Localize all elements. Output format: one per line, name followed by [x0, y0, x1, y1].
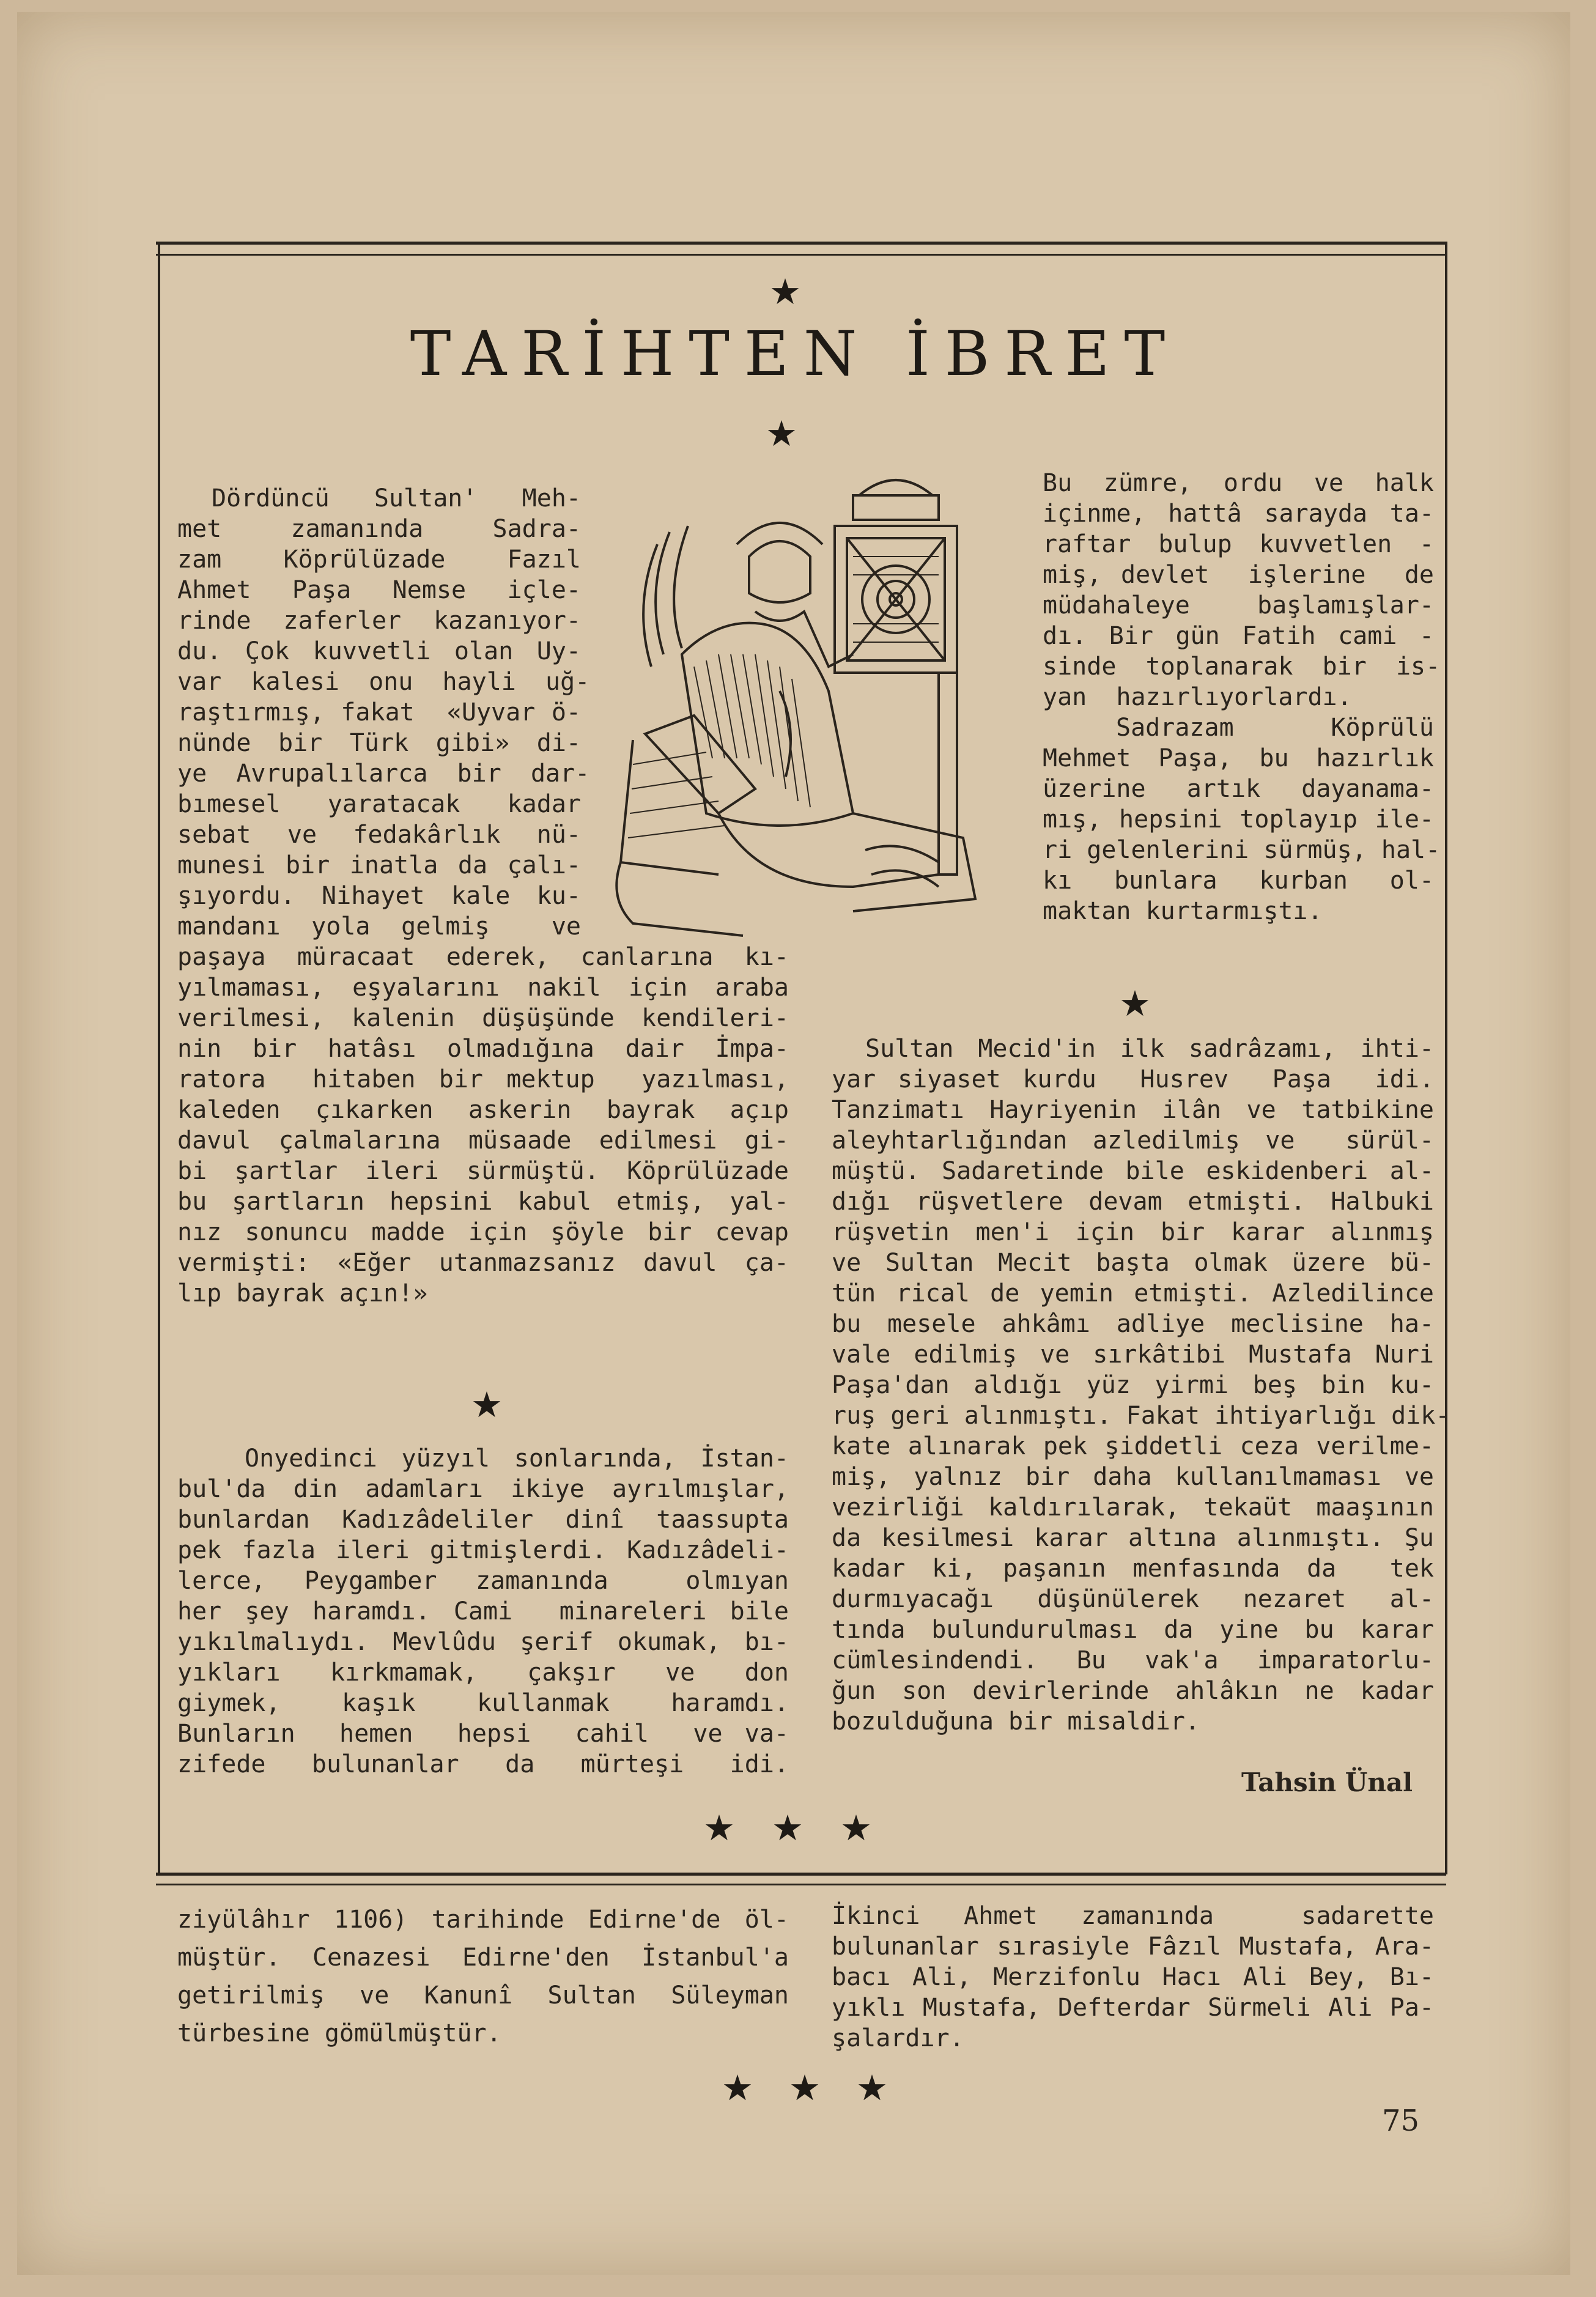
- left-paragraph-2: [177, 1443, 789, 1780]
- text-line: ye Avrupalılarca bir dar-: [177, 760, 590, 788]
- text-line: verilmesi, kalenin düşüşünde kendileri-: [177, 1004, 789, 1032]
- star-icon: ★: [772, 1807, 804, 1849]
- text-line: ruş geri alınmıştı. Fakat ihtiyarlığı dik-: [832, 1402, 1450, 1430]
- text-line: da kesilmesi karar altına alınmıştı. Şu: [832, 1524, 1434, 1552]
- text-line: yılmaması, eşyalarını nakil için araba: [177, 974, 789, 1002]
- text-line: Ahmet Paşa Nemse içle-: [177, 576, 581, 604]
- bottom-right-paragraph: [832, 1901, 1434, 2054]
- text-line: maktan kurtarmıştı.: [1043, 897, 1323, 925]
- text-line: müştü. Sadaretinde bile eskidenberi al-: [832, 1157, 1434, 1185]
- bottom-left-paragraph: [177, 1901, 789, 2052]
- text-line: yıklı Mustafa, Defterdar Sürmeli Ali Pa-: [832, 1994, 1434, 2022]
- text-line: var kalesi onu hayli uğ-: [177, 668, 590, 696]
- text-line: nız sonuncu madde için şöyle bir cevap: [177, 1218, 789, 1246]
- text-line: sinde toplanarak bir is-: [1043, 653, 1441, 681]
- text-line: türbesine gömülmüştür.: [177, 2019, 501, 2047]
- text-line: bozulduğuna bir misaldir.: [832, 1707, 1200, 1736]
- text-line: bulunanlar sırasiyle Fâzıl Mustafa, Ara-: [832, 1933, 1434, 1961]
- frame-bottom-rule: [156, 1873, 1446, 1876]
- text-line: yar siyaset kurdu Husrev Paşa idi.: [832, 1065, 1434, 1093]
- text-line: raştırmış, fakat «Uyvar ö-: [177, 698, 581, 727]
- text-line: Onyedinci yüzyıl sonlarında, İstan-: [245, 1444, 789, 1473]
- text-line: Sadrazam Köprülü: [1116, 714, 1434, 742]
- text-line: müştür. Cenazesi Edirne'den İstanbul'a: [177, 1944, 789, 1972]
- text-line: nin bir hatâsı olmadığına dair İmpa-: [177, 1035, 789, 1063]
- text-line: her şey haramdı. Cami minareleri bile: [177, 1597, 789, 1626]
- text-line: kı bunlara kurban ol-: [1043, 867, 1434, 895]
- text-line: rinde zaferler kazanıyor-: [177, 607, 581, 635]
- text-line: vermişti: «Eğer utanmazsanız davul ça-: [177, 1249, 789, 1277]
- text-line: zifede bulunanlar da mürteşi idi.: [177, 1750, 789, 1778]
- text-line: getirilmiş ve Kanunî Sultan Süleyman: [177, 1981, 789, 2010]
- star-icon: ★: [703, 1807, 735, 1849]
- text-line: miş, yalnız bir daha kullanılmaması ve: [832, 1463, 1434, 1491]
- text-line: bunlardan Kadızâdeliler dinî taassupta: [177, 1506, 789, 1534]
- text-line: raftar bulup kuvvetlen -: [1043, 530, 1434, 558]
- text-line: İkinci Ahmet zamanında sadarette: [832, 1902, 1434, 1930]
- text-line: yıkılmalıydı. Mevlûdu şerif okumak, bı-: [177, 1628, 789, 1656]
- text-line: aleyhtarlığından azledilmiş ve sürül-: [832, 1126, 1434, 1155]
- frame-right-rule: [1445, 242, 1447, 1874]
- text-line: Sultan Mecid'in ilk sadrâzamı, ihti-: [865, 1035, 1434, 1063]
- text-line: ziyülâhır 1106) tarihinde Edirne'de öl-: [177, 1906, 789, 1934]
- text-line: içinme, hattâ sarayda ta-: [1043, 500, 1434, 528]
- star-icon: ★: [840, 1807, 872, 1849]
- left-paragraph-1-continued: [177, 942, 789, 1309]
- star-icon: ★: [789, 2067, 821, 2109]
- text-line: Paşa'dan aldığı yüz yirmi beş bin ku-: [832, 1371, 1434, 1399]
- text-line: durmıyacağı düşünülerek nezaret al-: [832, 1585, 1434, 1613]
- left-paragraph-1: [177, 483, 590, 942]
- text-line: yıkları kırkmamak, çakşır ve don: [177, 1659, 789, 1687]
- text-line: kate alınarak pek şiddetli ceza verilme-: [832, 1432, 1434, 1460]
- text-line: tında bulundurulması da yine bu karar: [832, 1616, 1434, 1644]
- frame-bottom-rule-inner: [156, 1884, 1446, 1885]
- text-line: Dördüncü Sultan' Meh-: [212, 484, 581, 512]
- text-line: bımesel yaratacak kadar: [177, 790, 581, 818]
- text-line: cümlesindendi. Bu vak'a imparatorlu-: [832, 1646, 1434, 1674]
- text-line: Mehmet Paşa, bu hazırlık: [1043, 744, 1434, 772]
- text-line: ratora hitaben bir mektup yazılması,: [177, 1065, 789, 1093]
- text-line: davul çalmalarına müsaade edilmesi gi-: [177, 1126, 789, 1155]
- text-line: müdahaleye başlamışlar-: [1043, 591, 1434, 620]
- star-icon: ★: [766, 413, 797, 454]
- text-line: vezirliği kaldırılarak, tekaüt maaşının: [832, 1493, 1434, 1522]
- text-line: ri gelenlerini sürmüş, hal-: [1043, 836, 1441, 864]
- star-icon: ★: [769, 271, 801, 313]
- text-line: dığı rüşvetlere devam etmişti. Halbuki: [832, 1188, 1434, 1216]
- text-line: mış, hepsini toplayıp ile-: [1043, 805, 1434, 834]
- text-line: Bu zümre, ordu ve halk: [1043, 469, 1434, 497]
- text-line: lerce, Peygamber zamanında olmıyan: [177, 1567, 789, 1595]
- star-icon: ★: [856, 2067, 888, 2109]
- text-line: bacı Ali, Merzifonlu Hacı Ali Bey, Bı-: [832, 1963, 1434, 1991]
- frame-left-rule: [158, 242, 160, 1874]
- text-line: vale edilmiş ve sırkâtibi Mustafa Nuri: [832, 1341, 1434, 1369]
- right-paragraph-2: [832, 1034, 1450, 1737]
- text-line: kadar ki, paşanın menfasında da tek: [832, 1555, 1434, 1583]
- text-line: yan hazırlıyorlardı.: [1043, 683, 1352, 711]
- author-signature: Tahsin Ünal: [1241, 1767, 1413, 1797]
- text-line: ğun son devirlerinde ahlâkın ne kadar: [832, 1677, 1434, 1705]
- article-title: TARİHTEN İBRET: [410, 318, 1180, 390]
- star-icon: ★: [1119, 983, 1151, 1024]
- text-line: zam Köprülüzade Fazıl: [177, 546, 581, 574]
- text-line: kaleden çıkarken askerin bayrak açıp: [177, 1096, 789, 1124]
- text-line: bu mesele ahkâmı adliye meclisine ha-: [832, 1310, 1434, 1338]
- text-line: sebat ve fedakârlık nü-: [177, 821, 581, 849]
- text-line: met zamanında Sadra-: [177, 515, 581, 543]
- scholar-illustration: [596, 471, 1000, 954]
- text-line: lıp bayrak açın!»: [177, 1279, 428, 1308]
- text-line: bu şartların hepsini kabul etmiş, yal-: [177, 1188, 789, 1216]
- text-line: ve Sultan Mecit başta olmak üzere bü-: [832, 1249, 1434, 1277]
- frame-top-rule: [156, 242, 1446, 245]
- text-line: rüşvetin men'i için bir karar alınmış: [832, 1218, 1434, 1246]
- text-line: Bunların hemen hepsi cahil ve va-: [177, 1720, 789, 1748]
- text-line: tün rical de yemin etmişti. Azledilince: [832, 1279, 1434, 1308]
- star-icon: ★: [722, 2067, 753, 2109]
- text-line: üzerine artık dayanama-: [1043, 775, 1434, 803]
- text-line: şıyordu. Nihayet kale ku-: [177, 882, 581, 910]
- right-paragraph-1: [1043, 468, 1441, 927]
- page-number: 75: [1382, 2104, 1420, 2138]
- text-line: dı. Bir gün Fatih cami -: [1043, 622, 1434, 650]
- text-line: bul'da din adamları ikiye ayrılmışlar,: [177, 1475, 789, 1503]
- text-line: munesi bir inatla da çalı-: [177, 851, 581, 879]
- text-line: bi şartlar ileri sürmüştü. Köprülüzade: [177, 1157, 789, 1185]
- text-line: miş, devlet işlerine de: [1043, 561, 1434, 589]
- text-line: şalardır.: [832, 2024, 964, 2052]
- star-icon: ★: [471, 1384, 503, 1426]
- text-line: du. Çok kuvvetli olan Uy-: [177, 637, 581, 665]
- text-line: Tanzimatı Hayriyenin ilân ve tatbikine: [832, 1096, 1434, 1124]
- text-line: paşaya müracaat ederek, canlarına kı-: [177, 943, 789, 971]
- text-line: giymek, kaşık kullanmak haramdı.: [177, 1689, 789, 1717]
- text-line: mandanı yola gelmiş ve: [177, 912, 581, 941]
- text-line: pek fazla ileri gitmişlerdi. Kadızâdeli-: [177, 1536, 789, 1564]
- text-line: nünde bir Türk gibi» di-: [177, 729, 581, 757]
- frame-top-rule-inner: [156, 254, 1446, 256]
